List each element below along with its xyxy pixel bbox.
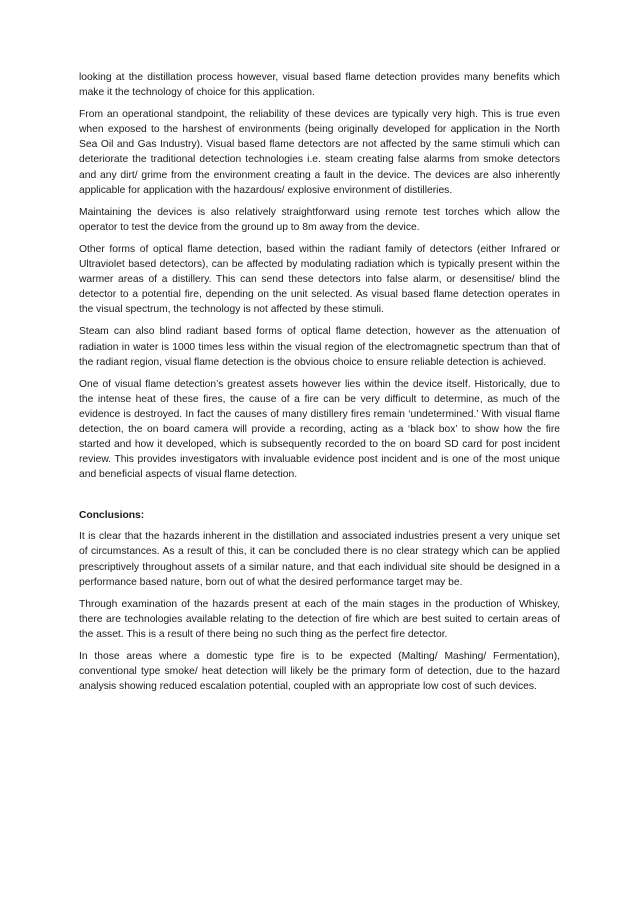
paragraph: looking at the distillation process however, visual based flame detection provides many benefits which make it the technology of choice for this application.: [79, 72, 560, 99]
paragraph: Through examination of the hazards present at each of the main stages in the production of Whiskey, there are technologies available relating to the detection of fire which are best suited to certain areas of the asset. This is a result of there being no such thing as the perfect fire detector.: [79, 598, 560, 640]
paragraph: Other forms of optical flame detection, based within the radiant family of detectors (either Infrared or Ultraviolet based detectors), can be affected by modulating radiation which is typically present within the warmer areas of a distillery. This can send these detectors into false alarm, or desensitise/ blind the detector to a potential fire, depending on the unit selected. As visual based flame detection operates in the visual spectrum, the technology is not affected by these stimuli.: [79, 243, 560, 316]
paragraph: From an operational standpoint, the reliability of these devices are typically very high. This is true even when exposed to the harshest of environments (being originally developed for application in the North Sea Oil and Gas Industry). Visual based flame detectors are not affected by the same stimuli which can deteriorate the traditional detection technologies i.e. steam creating false alarms from smoke detectors and any dirt/ grime from the environment creating a fault in the device. The devices are also inherently applicable for application with the hazardous/ explosive environment of distilleries.: [79, 109, 560, 196]
paragraph: In those areas where a domestic type fire is to be expected (Malting/ Mashing/ Fermentation), conventional type smoke/ heat detection will likely be the primary form of detection, due to the hazard analysis showing reduced escalation potential, coupled with an appropriate low cost of such devices.: [79, 651, 560, 693]
document-body: [79, 70, 560, 701]
paragraph: It is clear that the hazards inherent in the distillation and associated industries present a very unique set of circumstances. As a result of this, it can be concluded there is no clear strategy which can be applied prescriptively throughout assets of a similar nature, and that each individual site should be designed in a performance based nature, born out of what the desired performance target may be.: [79, 531, 560, 588]
paragraph: Steam can also blind radiant based forms of optical flame detection, however as the attenuation of radiation in water is 1000 times less within the visual region of the electromagnetic spectrum than that of the radiant region, visual flame detection is the obvious choice to ensure reliable detection is achieved.: [79, 326, 560, 368]
paragraph: One of visual flame detection’s greatest assets however lies within the device itself. Historically, due to the intense heat of these fires, the cause of a fire can be very difficult to determine, as much of the evidence is destroyed. In fact the causes of many distillery fires remain ‘undetermined.’ With visual flame detection, the on board camera will provide a recording, acting as a ‘black box’ to show how the fire started and how it developed, which is subsequently recorded to the on board SD card for post incident review. This provides investigators with invaluable evidence post incident and is one of the most unique and beneficial aspects of visual flame detection.: [79, 378, 560, 481]
paragraph: Maintaining the devices is also relatively straightforward using remote test torches which allow the operator to test the device from the ground up to 8m away from the device.: [79, 206, 560, 233]
section-heading: Conclusions:: [79, 510, 145, 522]
